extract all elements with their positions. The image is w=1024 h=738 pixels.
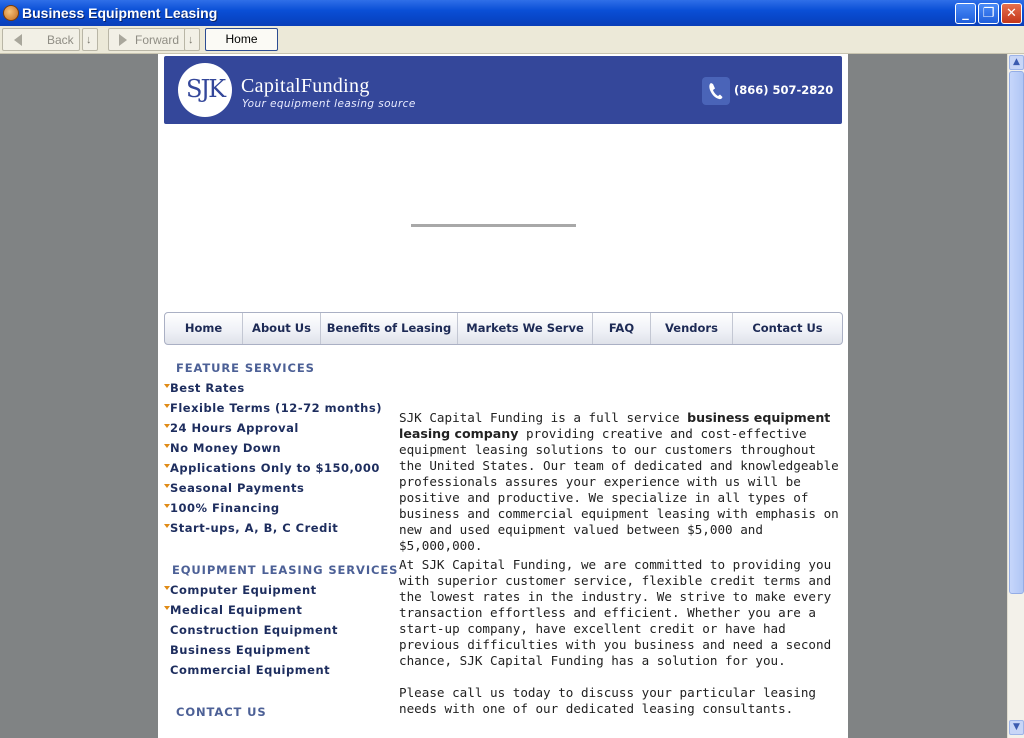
- main-nav: [164, 312, 843, 345]
- logo-mark[interactable]: SJK: [178, 63, 232, 117]
- equipment-link[interactable]: Construction Equipment: [170, 623, 338, 637]
- commitment-paragraph: At SJK Capital Funding, we are committed to providing you with superior customer service, flexible credit terms and the lowest rates in the industry. We strive to make every transaction effortless and efficient. Whether you are a start-up company, have excellent credit or have had previous difficulties with you business and need a second chance, SJK Capital Funding has a solution for you.: [399, 557, 832, 668]
- vertical-scrollbar[interactable]: [1007, 54, 1024, 738]
- home-button[interactable]: Home: [205, 28, 278, 51]
- site-header: [164, 56, 842, 124]
- phone-icon: [702, 77, 730, 105]
- back-arrow-icon: [14, 34, 22, 46]
- intro-rest-text: providing creative and cost-effective equipment leasing solutions to our customers throughout the United States. Our team of dedicated and knowledgeable professionals assures your experience with us will be positive and productive. We specialize in all types of business and commercial equipment leasing with emphasis on new and used equipment valued between $5,000 and $5,000,000.: [399, 426, 839, 553]
- equipment-services-heading: EQUIPMENT LEASING SERVICES: [172, 563, 399, 577]
- contact-us-heading: CONTACT US: [176, 705, 267, 719]
- feature-link[interactable]: Start-ups, A, B, C Credit: [170, 521, 339, 535]
- forward-arrow-icon: [119, 34, 127, 46]
- feature-link[interactable]: 100% Financing: [170, 501, 280, 515]
- nav-vendors[interactable]: Vendors: [651, 313, 733, 344]
- feature-link[interactable]: Seasonal Payments: [170, 481, 305, 495]
- maximize-button[interactable]: ❐: [978, 3, 999, 24]
- back-label: Back: [47, 33, 74, 47]
- equipment-link[interactable]: Business Equipment: [170, 643, 311, 657]
- nav-benefits-of-leasing[interactable]: Benefits of Leasing: [321, 313, 458, 344]
- chevron-down-icon: ↓: [86, 34, 92, 46]
- nav-about-us[interactable]: About Us: [243, 313, 321, 344]
- feature-link[interactable]: 24 Hours Approval: [170, 421, 299, 435]
- equipment-link[interactable]: Commercial Equipment: [170, 663, 331, 677]
- feature-link[interactable]: Applications Only to $150,000: [170, 461, 380, 475]
- nav-contact-us[interactable]: Contact Us: [752, 321, 823, 335]
- brand-tagline: Your equipment leasing source: [242, 98, 416, 110]
- hero-loading-bar: [411, 224, 576, 227]
- scroll-down-arrow-icon[interactable]: ▼: [1009, 720, 1024, 735]
- nav-home[interactable]: Home: [165, 313, 243, 344]
- browser-viewport: [0, 54, 1007, 738]
- nav-markets-we-serve[interactable]: Markets We Serve: [458, 313, 593, 344]
- intro-bold-text: business equipment leasing company: [399, 410, 831, 441]
- feature-services-heading: FEATURE SERVICES: [176, 361, 315, 375]
- scroll-up-arrow-icon[interactable]: ▲: [1009, 55, 1024, 70]
- browser-toolbar: [0, 26, 1024, 54]
- forward-label: Forward: [135, 33, 180, 47]
- forward-history-dropdown[interactable]: [184, 28, 200, 51]
- app-icon: [3, 5, 19, 21]
- intro-text: SJK Capital Funding is a full service: [399, 410, 688, 425]
- close-button[interactable]: ✕: [1001, 3, 1022, 24]
- brand-name[interactable]: CapitalFunding: [241, 75, 370, 97]
- feature-link[interactable]: Best Rates: [170, 381, 245, 395]
- nav-faq[interactable]: FAQ: [593, 313, 651, 344]
- equipment-link[interactable]: Computer Equipment: [170, 583, 317, 597]
- minimize-button[interactable]: _: [955, 3, 976, 24]
- equipment-link[interactable]: Medical Equipment: [170, 603, 303, 617]
- call-to-action-paragraph: Please call us today to discuss your particular leasing needs with one of our dedicated leasing consultants.: [399, 685, 817, 716]
- web-page: [158, 54, 848, 738]
- feature-link[interactable]: No Money Down: [170, 441, 282, 455]
- feature-link[interactable]: Flexible Terms (12-72 months): [170, 401, 382, 415]
- forward-button[interactable]: [108, 28, 186, 51]
- window-title: Business Equipment Leasing: [22, 5, 218, 21]
- back-history-dropdown[interactable]: [82, 28, 98, 51]
- back-button[interactable]: [2, 28, 80, 51]
- intro-paragraph: [399, 410, 839, 554]
- scrollbar-thumb[interactable]: [1009, 71, 1024, 594]
- window-titlebar: [0, 0, 1024, 26]
- phone-number: (866) 507-2820: [734, 83, 834, 97]
- chevron-down-icon: ↓: [188, 34, 194, 46]
